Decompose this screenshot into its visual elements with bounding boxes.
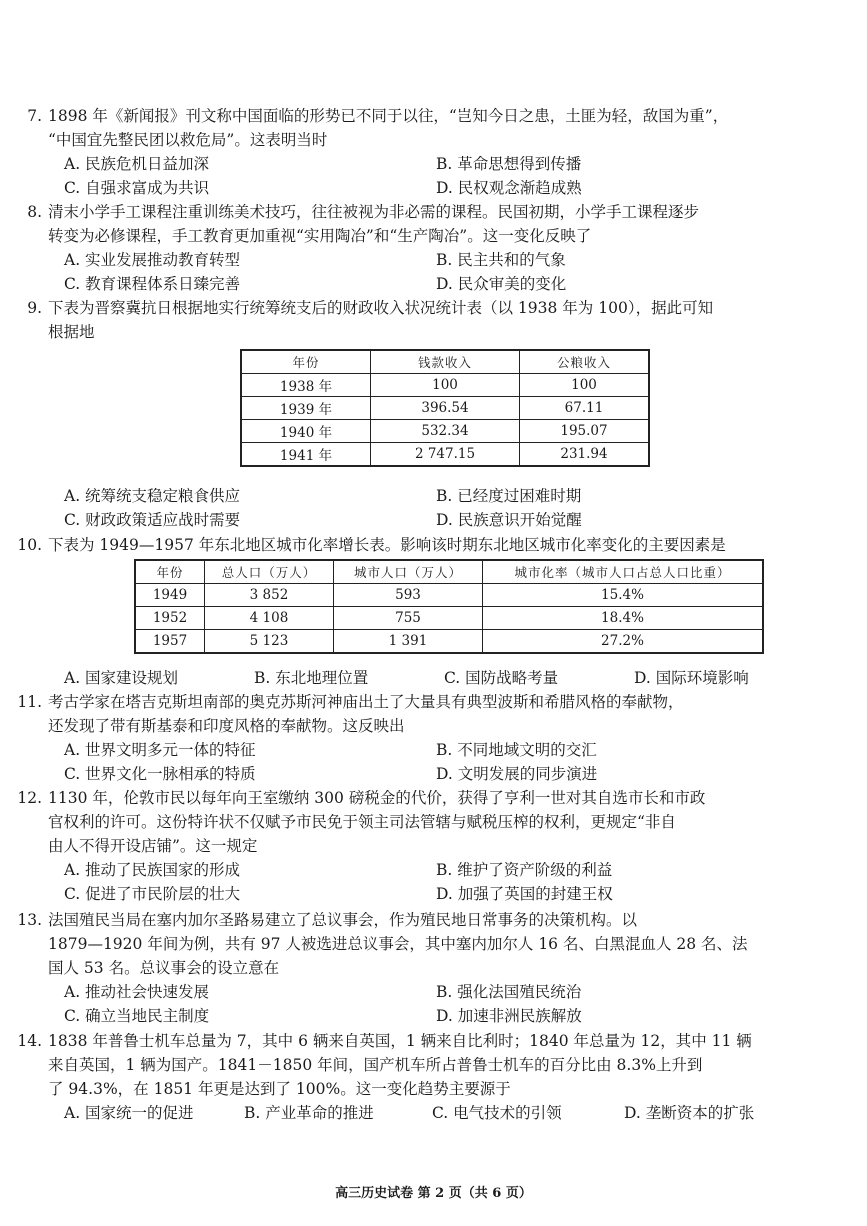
fiscal-income-table	[240, 349, 650, 467]
question-text: 1879—1920 年间为例，共有 97 人被选进总议事会，其中塞内加尔人 16 名、白黑混血人 28 名、法	[48, 935, 748, 953]
question-11	[8, 690, 840, 786]
table-header: 年份	[241, 350, 371, 374]
question-text: 1130 年，伦敦市民以每年向王室缴纳 300 磅税金的代价，获得了亨利一世对其自选市长和市政	[48, 789, 706, 807]
question-text: 了 94.3%，在 1851 年更是达到了 100%。这一变化趋势主要源于	[48, 1080, 511, 1098]
table-cell: 4 108	[205, 607, 334, 630]
question-8	[8, 200, 840, 296]
question-12	[8, 786, 840, 906]
option-a[interactable]: A. 统筹统支稳定粮食供应	[64, 487, 241, 505]
option-b[interactable]: B. 已经度过困难时期	[436, 487, 582, 505]
option-d[interactable]: D. 国际环境影响	[634, 669, 749, 687]
table-cell: 396.54	[371, 397, 520, 420]
option-d[interactable]: D. 民众审美的变化	[436, 275, 567, 293]
question-text: 转变为必修课程，手工教育更加重视“实用陶冶”和“生产陶冶”。这一变化反映了	[48, 227, 592, 245]
table-header: 总人口（万人）	[205, 560, 334, 584]
question-text: 1838 年普鲁士机车总量为 7，其中 6 辆来自英国，1 辆来自比利时；1840 年总量为 12，其中 11 辆	[48, 1032, 752, 1050]
table-cell: 27.2%	[483, 630, 764, 654]
question-10	[8, 533, 840, 557]
table-cell: 1940 年	[241, 420, 371, 443]
question-text: 由人不得开设店铺”。这一规定	[48, 837, 258, 855]
table-row	[135, 584, 763, 607]
question-text: 下表为 1949—1957 年东北地区城市化率增长表。影响该时期东北地区城市化率变化的主要因素是	[48, 536, 726, 554]
option-d[interactable]: D. 民权观念渐趋成熟	[436, 179, 582, 197]
option-c[interactable]: C. 确立当地民主制度	[64, 1007, 210, 1025]
option-d[interactable]: D. 加强了英国的封建王权	[436, 885, 613, 903]
question-number: 7.	[27, 107, 42, 125]
question-9-options	[8, 484, 840, 532]
option-b[interactable]: B. 产业革命的推进	[244, 1104, 374, 1122]
option-b[interactable]: B. 东北地理位置	[254, 669, 369, 687]
question-text: 官权利的许可。这份特许状不仅赋予市民免于领主司法管辖与赋税压榨的权利，更规定“非自	[48, 813, 676, 831]
option-c[interactable]: C. 世界文化一脉相承的特质	[64, 765, 256, 783]
table-cell: 755	[334, 607, 483, 630]
table-row	[135, 630, 763, 654]
table-cell: 532.34	[371, 420, 520, 443]
question-text: 国人 53 名。总议事会的设立意在	[48, 959, 280, 977]
question-text: 考古学家在塔吉克斯坦南部的奥克苏斯河神庙出土了大量具有典型波斯和希腊风格的奉献物，	[48, 693, 684, 711]
option-d[interactable]: D. 垄断资本的扩张	[624, 1104, 755, 1122]
page-footer: 高三历史试卷 第 2 页（共 6 页）	[335, 1186, 532, 1201]
option-b[interactable]: B. 强化法国殖民统治	[436, 983, 582, 1001]
table-cell: 1952	[135, 607, 205, 630]
option-a[interactable]: A. 民族危机日益加深	[64, 155, 210, 173]
table-cell: 1957	[135, 630, 205, 654]
table-cell: 15.4%	[483, 584, 764, 607]
question-10-options	[8, 666, 840, 690]
question-number: 13.	[17, 911, 42, 929]
option-b[interactable]: B. 革命思想得到传播	[436, 155, 582, 173]
option-c[interactable]: C. 教育课程体系日臻完善	[64, 275, 241, 293]
question-text: “中国宜先整民团以救危局”。这表明当时	[48, 131, 328, 149]
option-d[interactable]: D. 加速非洲民族解放	[436, 1007, 582, 1025]
question-text: 1898 年《新闻报》刊文称中国面临的形势已不同于以往，“岂知今日之患，土匪为轻，敌国为重”，	[48, 107, 729, 125]
option-c[interactable]: C. 促进了市民阶层的壮大	[64, 885, 241, 903]
table-cell: 1939 年	[241, 397, 371, 420]
option-a[interactable]: A. 推动社会快速发展	[64, 983, 210, 1001]
option-c[interactable]: C. 电气技术的引领	[432, 1104, 562, 1122]
question-7	[8, 104, 840, 200]
table-cell: 100	[371, 374, 520, 397]
table-cell: 1949	[135, 584, 205, 607]
table-header: 城市人口（万人）	[334, 560, 483, 584]
option-b[interactable]: B. 维护了资产阶级的利益	[436, 861, 613, 879]
question-number: 12.	[17, 789, 42, 807]
table-row	[241, 443, 649, 467]
table-row	[241, 420, 649, 443]
table-header: 城市化率（城市人口占总人口比重）	[483, 560, 764, 584]
urbanization-table	[134, 559, 764, 654]
table-cell: 593	[334, 584, 483, 607]
option-b[interactable]: B. 民主共和的气象	[436, 251, 566, 269]
option-a[interactable]: A. 国家统一的促进	[64, 1104, 194, 1122]
table-row	[241, 374, 649, 397]
question-number: 8.	[27, 203, 42, 221]
table-cell: 1941 年	[241, 443, 371, 467]
table-cell: 5 123	[205, 630, 334, 654]
option-a[interactable]: A. 推动了民族国家的形成	[64, 861, 241, 879]
option-a[interactable]: A. 世界文明多元一体的特征	[64, 741, 256, 759]
option-d[interactable]: D. 文明发展的同步演进	[436, 765, 598, 783]
option-a[interactable]: A. 国家建设规划	[64, 669, 179, 687]
option-d[interactable]: D. 民族意识开始觉醒	[436, 511, 582, 529]
table-header: 公粮收入	[520, 350, 650, 374]
option-c[interactable]: C. 自强求富成为共识	[64, 179, 210, 197]
table-cell: 1 391	[334, 630, 483, 654]
table-header: 年份	[135, 560, 205, 584]
question-9	[8, 296, 840, 344]
table-cell: 18.4%	[483, 607, 764, 630]
question-text: 来自英国，1 辆为国产。1841－1850 年间，国产机车所占普鲁士机车的百分比由 8.3%上升到	[48, 1056, 703, 1074]
question-13	[8, 908, 840, 1028]
question-number: 11.	[17, 693, 42, 711]
question-text: 法国殖民当局在塞内加尔圣路易建立了总议事会，作为殖民地日常事务的决策机构。以	[48, 911, 638, 929]
option-c[interactable]: C. 财政政策适应战时需要	[64, 511, 241, 529]
question-number: 14.	[17, 1032, 42, 1050]
question-14	[8, 1029, 840, 1125]
table-cell: 1938 年	[241, 374, 371, 397]
option-a[interactable]: A. 实业发展推动教育转型	[64, 251, 241, 269]
question-number: 9.	[27, 299, 42, 317]
option-c[interactable]: C. 国防战略考量	[444, 669, 559, 687]
table-cell: 3 852	[205, 584, 334, 607]
question-text: 下表为晋察冀抗日根据地实行统筹统支后的财政收入状况统计表（以 1938 年为 100），据此可知	[48, 299, 714, 317]
table-cell: 231.94	[520, 443, 650, 467]
table-cell: 195.07	[520, 420, 650, 443]
table-row	[135, 607, 763, 630]
table-cell: 67.11	[520, 397, 650, 420]
table-row	[241, 397, 649, 420]
option-b[interactable]: B. 不同地域文明的交汇	[436, 741, 597, 759]
question-number: 10.	[17, 536, 42, 554]
table-cell: 100	[520, 374, 650, 397]
question-text: 清末小学手工课程注重训练美术技巧，往往被视为非必需的课程。民国初期，小学手工课程逐步	[48, 203, 700, 221]
table-header: 钱款收入	[371, 350, 520, 374]
question-text: 还发现了带有斯基泰和印度风格的奉献物。这反映出	[48, 717, 405, 735]
question-text: 根据地	[48, 323, 95, 341]
table-cell: 2 747.15	[371, 443, 520, 467]
